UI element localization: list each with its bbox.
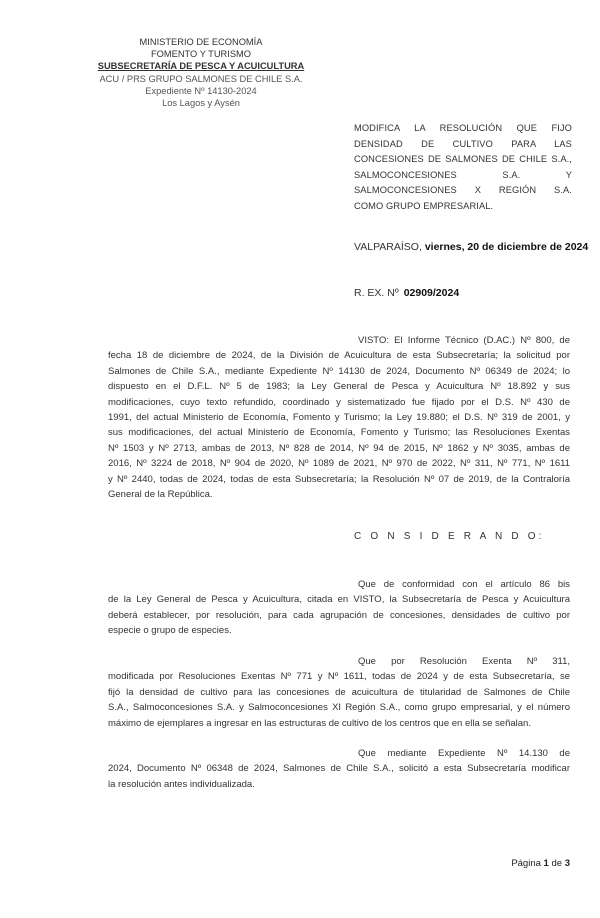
subject-line: COMO GRUPO EMPRESARIAL. — [354, 200, 494, 211]
header-ministry: MINISTERIO DE ECONOMÍA — [139, 37, 263, 47]
paragraph-line: General de la República. — [108, 489, 213, 501]
paragraph-line: 2024, Documento Nº 06348 de 2024, Salmones de Chile S.A., solicitó a esta Subsecretaría modificar — [108, 763, 570, 775]
subject-line: DENSIDAD DE CULTIVO PARA LAS — [354, 138, 572, 149]
subject-line: SALMOCONCESIONES S.A. Y — [354, 169, 572, 180]
paragraph-line: deberá establecer, por resolución, para cada agrupación de concesiones, densidades de cultivo por — [108, 609, 570, 621]
paragraph-line: modificada por Resoluciones Exentas Nº 771 y Nº 1611, todas de 2024 y de esta Subsecretaría, se — [108, 671, 570, 683]
considerando-paragraph-1 — [108, 577, 570, 639]
header-ministry-sub: FOMENTO Y TURISMO — [150, 49, 252, 60]
page-current: 1 — [543, 858, 549, 869]
paragraph-line: dispuesto en el D.F.L. Nº 5 de 1983; la Ley General de Pesca y Acuicultura Nº 18.892 y sus — [108, 381, 570, 393]
paragraph-line: de la Ley General de Pesca y Acuicultura, citada en VISTO, la Subsecretaría de Pesca y Acuicultura — [108, 594, 570, 606]
place: VALPARAÍSO, — [354, 241, 422, 253]
visto-paragraph — [108, 333, 570, 502]
paragraph-line: S.A., Salmoconcesiones S.A. y Salmoconcesiones XI Región S.A., como grupo empresarial, y el número — [108, 702, 570, 714]
paragraph-line: modificaciones, cuyo texto refundido, coordinado y sistematizado fue fijado por el D.S. Nº 430 de — [108, 396, 570, 408]
rex-number: 02909/2024 — [403, 287, 460, 299]
paragraph-line: 1991, del actual Ministerio de Economía, Fomento y Turismo; la Ley 19.880; el D.S. Nº 319 de 2001, y — [108, 412, 570, 424]
paragraph-line: fijó la densidad de cultivo para las concesiones de acuicultura de titularidad de Salmones de Chile — [108, 686, 570, 698]
date: viernes, 20 de diciembre de 2024 — [424, 241, 589, 253]
header-region: Los Lagos y Aysén — [162, 98, 240, 109]
paragraph-line: la resolución antes individualizada. — [108, 778, 255, 790]
page-sep: de — [551, 858, 563, 869]
subject-line: SALMOCONCESIONES X REGIÓN S.A. — [354, 185, 572, 195]
paragraph-line: especie o grupo de especies. — [108, 625, 232, 637]
resolution-subject — [354, 121, 572, 214]
paragraph-line: Que de conformidad con el artículo 86 bis — [358, 579, 570, 590]
place-and-date — [354, 241, 588, 253]
paragraph-line: Que por Resolución Exenta Nº 311, — [358, 656, 570, 667]
page-number — [511, 858, 570, 869]
considerando-heading: C O N S I D E R A N D O: — [354, 531, 545, 542]
considerando-paragraph-3 — [108, 746, 570, 792]
paragraph-line: fecha 18 de diciembre de 2024, de la División de Acuicultura de esta Subsecretaría; la solicitud por — [108, 350, 570, 362]
resolution-number — [354, 287, 459, 299]
paragraph-line: Que mediante Expediente Nº 14.130 de — [358, 748, 570, 759]
considerando-paragraph-2 — [108, 654, 570, 731]
header-reference: ACU / PRS GRUPO SALMONES DE CHILE S.A. — [99, 73, 303, 84]
page-prefix: Página — [511, 858, 541, 869]
header-expediente: Expediente Nº 14130-2024 — [145, 85, 257, 96]
paragraph-line: VISTO: El Informe Técnico (D.AC.) Nº 800, de — [358, 335, 570, 346]
paragraph-line: máximo de ejemplares a ingresar en las estructuras de cultivo de los centros que en ella se señalan. — [108, 717, 531, 729]
paragraph-line: y Nº 2440, todas de 2024, todas de esta Subsecretaría; la Resolución Nº 07 de 2019, de la Contraloría — [108, 473, 570, 485]
subject-line: CONCESIONES DE SALMONES DE CHILE S.A., — [354, 154, 572, 164]
subject-line: MODIFICA LA RESOLUCIÓN QUE FIJO — [354, 123, 572, 133]
issuer-header — [96, 36, 306, 109]
rex-label: R. EX. Nº — [354, 287, 399, 299]
paragraph-line: Nº 1503 y Nº 2713, ambas de 2013, Nº 828 de 2014, Nº 94 de 2015, Nº 1862 y Nº 3035, ambas de — [108, 442, 570, 454]
paragraph-line: Salmones de Chile S.A., mediante Expediente Nº 14130 de 2024, Documento Nº 06349 de 2024; lo — [108, 365, 570, 377]
paragraph-line: sus modificaciones, del actual Ministerio de Economía, Fomento y Turismo; las Resoluciones Exentas — [108, 427, 570, 439]
page-total: 3 — [564, 858, 570, 869]
header-subsecretaria: SUBSECRETARÍA DE PESCA Y ACUICULTURA — [97, 61, 305, 72]
paragraph-line: 2016, Nº 3224 de 2018, Nº 904 de 2020, Nº 1089 de 2021, Nº 970 de 2022, Nº 311, Nº 771, Nº 1611 — [108, 458, 570, 470]
